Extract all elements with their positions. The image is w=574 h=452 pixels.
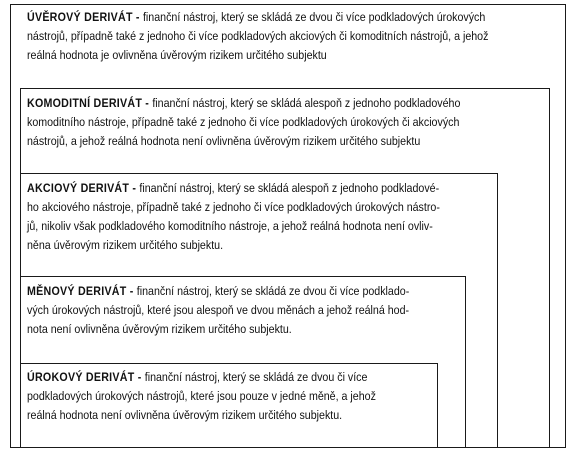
definition-text-interest-rate-derivative: ÚROKOVÝ DERIVÁT - finanční nástroj, který se skládá ze dvou či více podkladových úrokových nástrojů, které jsou pouze v jedné měně, a jehož reálná hodnota není ovlivněna úvěrovým rizikem určitého subjektu. (27, 370, 376, 422)
term-currency-derivative: MĚNOVÝ DERIVÁT (27, 284, 127, 298)
term-equity-derivative: AKCIOVÝ DERIVÁT (27, 181, 130, 195)
term-credit-derivative: ÚVĚROVÝ DERIVÁT (27, 10, 133, 24)
term-interest-rate-derivative: ÚROKOVÝ DERIVÁT (27, 370, 135, 384)
definition-text-currency-derivative: MĚNOVÝ DERIVÁT - finanční nástroj, který se skládá ze dvou či více podklado- vých úrokových nástrojů, které jsou alespoň ve dvou měnách a jehož reálná hod- nota není ovlivněna úvěrovým rizikem určitého subjektu. (27, 284, 410, 336)
definition-text-equity-derivative: AKCIOVÝ DERIVÁT - finanční nástroj, který se skládá alespoň z jednoho podkladové- ho akciového nástroje, případně také z jednoho či více podkladových úrokových nástro- jů, nikoliv však podkladového komoditního nástroje, a jehož reálná hodnota není ovliv- něna úvěrovým rizikem určitého subjektu. (27, 181, 440, 252)
definition-text-commodity-derivative: KOMODITNÍ DERIVÁT - finanční nástroj, který se skládá alespoň z jednoho podkladového komoditního nástroje, případně také z jednoho či více podkladových úrokových či akciových nástrojů, a jehož reálná hodnota není ovlivněna úvěrovým rizikem určitého subjektu (27, 96, 461, 148)
term-commodity-derivative: KOMODITNÍ DERIVÁT (27, 96, 143, 110)
definition-text-credit-derivative: ÚVĚROVÝ DERIVÁT - finanční nástroj, který se skládá ze dvou či více podkladových úrokových nástrojů, případně také z jednoho či více podkladových akciových či komoditních nástrojů, a jehož reálná hodnota je ovlivněna úvěrovým rizikem určitého subjektu (27, 10, 489, 62)
